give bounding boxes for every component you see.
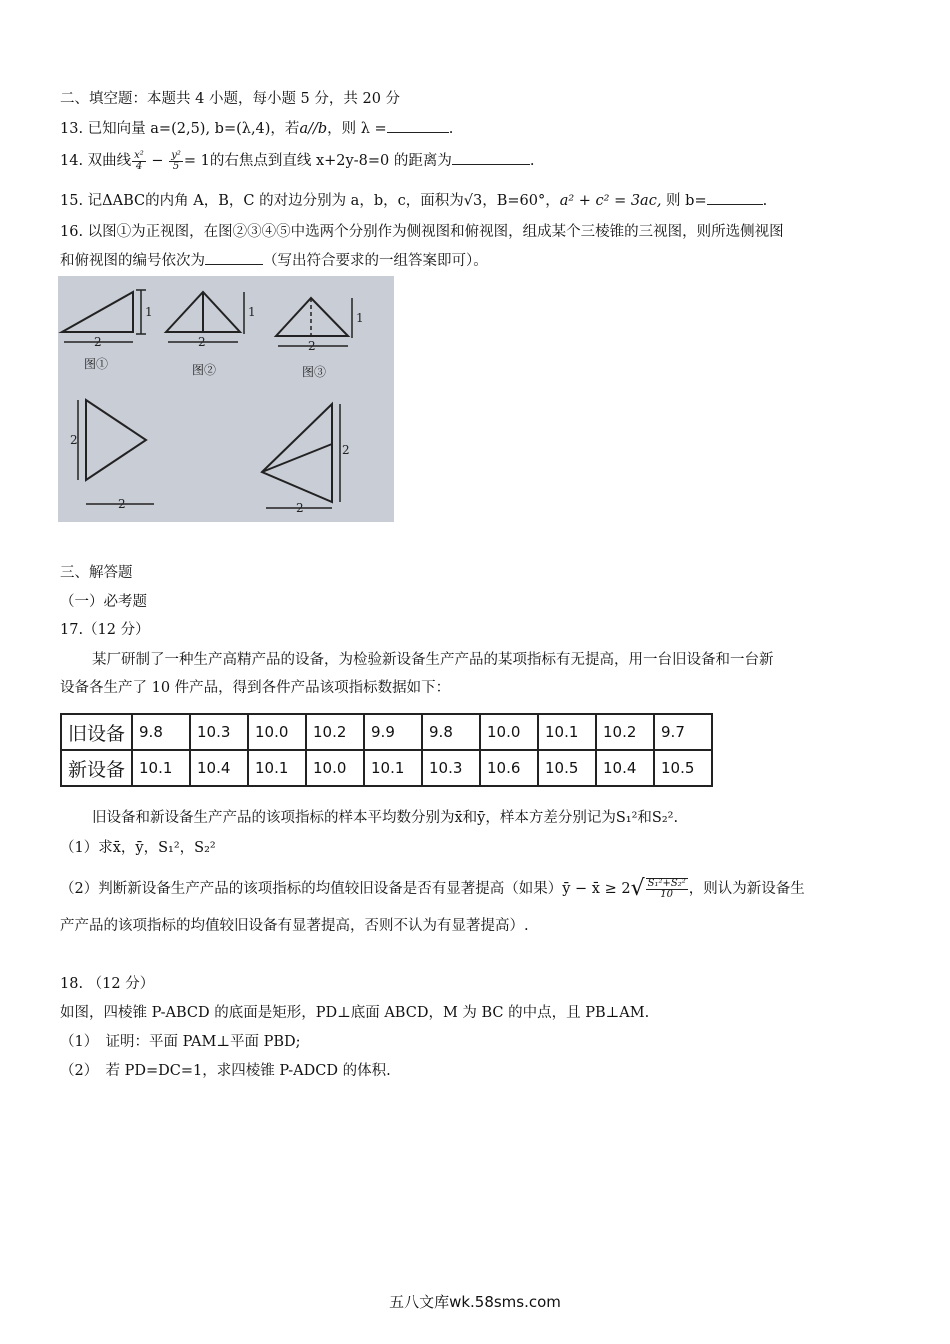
q13-text: 13. 已知向量 a=(2,5), b=(λ,4)，若 <box>60 121 300 137</box>
q15-text-b: 则 b= <box>661 193 707 209</box>
caption-fig-2: 图② <box>192 363 217 377</box>
question-13: 13. 已知向量 a=(2,5), b=(λ,4)，若a//b，则 λ = . <box>60 118 453 139</box>
question-14: 14. 双曲线 $\frac{\text{x²}}{4}$ − $\frac{\text{y²}}{5}$ = 1的右焦点到直线 x+2y-8=0 的距离为 . <box>60 149 535 172</box>
q17-paragraph-3: 旧设备和新设备生产产品的该项指标的样本平均数分别为x̄和ȳ，样本方差分别记为S₁²和S₂². <box>92 810 679 826</box>
question-18-title: 18. （12 分） <box>60 976 155 992</box>
fraction: $\frac{\text{y²}}{5}$ <box>171 149 181 172</box>
table-cell: 9.9 <box>364 714 422 750</box>
figure-5-triangle <box>262 404 332 502</box>
three-view-figure <box>58 276 394 522</box>
section-heading: 三、解答题 <box>60 565 133 581</box>
label-1: 1 <box>356 311 364 325</box>
q14-text: 14. 双曲线 <box>60 153 132 169</box>
table-cell: 10.2 <box>596 714 654 750</box>
q17-part-2-cont: 产产品的该项指标的均值较旧设备有显著提高，否则不认为有显著提高）. <box>60 918 529 934</box>
table-cell: 9.7 <box>654 714 712 750</box>
question-16-line2 <box>60 250 488 271</box>
label-1: 1 <box>248 305 256 319</box>
table-cell: 10.0 <box>480 714 538 750</box>
table-cell: 10.2 <box>306 714 364 750</box>
q15-equation: a² + c² = 3ac, <box>559 193 662 209</box>
label-2: 2 <box>342 443 350 457</box>
table-cell: 10.0 <box>306 750 364 786</box>
q18-paragraph: 如图，四棱锥 P-ABCD 的底面是矩形，PD⊥底面 ABCD，M 为 BC 的中点，且 PB⊥AM. <box>60 1005 650 1021</box>
sqrt-fraction: $\frac{\text{S₁²+S₂²}}{10}$ <box>647 878 686 900</box>
q17-part-1: （1）求x̄，ȳ，S₁²，S₂² <box>60 840 216 856</box>
table-cell: 10.6 <box>480 750 538 786</box>
table-row <box>61 750 712 786</box>
table-cell: 10.4 <box>190 750 248 786</box>
table-cell: 9.8 <box>132 714 190 750</box>
figure-4-triangle <box>86 400 146 480</box>
q18-part-2: （2） 若 PD=DC=1，求四棱锥 P-ADCD 的体积. <box>60 1063 391 1079</box>
table-cell: 10.1 <box>538 714 596 750</box>
table-cell: 10.1 <box>248 750 306 786</box>
table-cell: 9.8 <box>422 714 480 750</box>
label-2: 2 <box>296 501 304 515</box>
q14-eq: = 1 <box>183 153 210 169</box>
caption-fig-1: 图① <box>84 357 109 371</box>
q17-paragraph-2: 设备各生产了 10 件产品，得到各件产品该项指标数据如下： <box>60 680 451 696</box>
q16-text: 和俯视图的编号依次为 <box>60 253 205 269</box>
table-cell: 10.1 <box>132 750 190 786</box>
question-16-line1: 16. 以图①为正视图，在图②③④⑤中选两个分别作为侧视图和俯视图，组成某个三棱锥的三视图，则所选侧视图 <box>60 224 784 240</box>
row-label: 旧设备 <box>61 714 132 750</box>
figure-3-triangle <box>276 298 348 336</box>
q18-part-1: （1） 证明：平面 PAM⊥平面 PBD; <box>60 1034 301 1050</box>
question-15: 15. 记ΔABC的内角 A，B，C 的对边分别为 a，b，c，面积为√3，B=60°，a² + c² = 3ac, 则 b= . <box>60 190 767 211</box>
q17-2-text-b: ，则认为新设备生 <box>688 881 805 897</box>
answer-blank <box>387 118 449 133</box>
label-2: 2 <box>70 433 78 447</box>
label-2: 2 <box>118 497 126 511</box>
label-2: 2 <box>198 335 206 349</box>
label-2: 2 <box>94 335 102 349</box>
q17-2-text: （2）判断新设备生产产品的该项指标的均值较旧设备是否有显著提高（如果）ȳ − x̄ ≥ 2 <box>60 881 631 897</box>
data-table <box>60 713 713 787</box>
figure-1-triangle <box>62 292 133 332</box>
answer-blank <box>205 250 263 265</box>
q17-part-2: （2）判断新设备生产产品的该项指标的均值较旧设备是否有显著提高（如果）ȳ − x̄ ≥ 2√ $\frac{\text{S₁²+S₂²}}{10}$ ，则认为新设备生 <box>60 876 805 901</box>
question-17-title: 17.（12 分） <box>60 622 150 638</box>
table-row <box>61 714 712 750</box>
figure-drawing <box>58 276 394 522</box>
q16-text-b: （写出符合要求的一组答案即可）。 <box>263 253 488 269</box>
answer-blank <box>452 150 530 165</box>
section-heading: 二、填空题：本题共 4 小题，每小题 5 分，共 20 分 <box>60 91 401 107</box>
q13-vector: a//b <box>299 121 328 137</box>
table-cell: 10.4 <box>596 750 654 786</box>
row-label: 新设备 <box>61 750 132 786</box>
q13-text-b: ，则 λ = <box>327 121 387 137</box>
footer-watermark: 五八文库wk.58sms.com <box>389 1293 561 1311</box>
table-cell: 10.3 <box>190 714 248 750</box>
table-cell: 10.5 <box>538 750 596 786</box>
table-cell: 10.0 <box>248 714 306 750</box>
q14-text-b: 的右焦点到直线 x+2y-8=0 的距离为 <box>209 153 452 169</box>
q15-text: 15. 记ΔABC的内角 A，B，C 的对边分别为 a，b，c，面积为√3，B=60°， <box>60 193 560 209</box>
table-cell: 10.1 <box>364 750 422 786</box>
caption-fig-3: 图③ <box>302 365 327 379</box>
fraction: $\frac{\text{x²}}{4}$ <box>134 149 144 172</box>
label-1: 1 <box>145 305 153 319</box>
answer-blank <box>707 190 763 205</box>
table-cell: 10.5 <box>654 750 712 786</box>
q17-paragraph-1: 某厂研制了一种生产高精产品的设备，为检验新设备生产产品的某项指标有无提高，用一台旧设备和一台新 <box>92 652 774 668</box>
table-cell: 10.3 <box>422 750 480 786</box>
label-2: 2 <box>308 339 316 353</box>
subsection-heading: （一）必考题 <box>60 594 147 610</box>
